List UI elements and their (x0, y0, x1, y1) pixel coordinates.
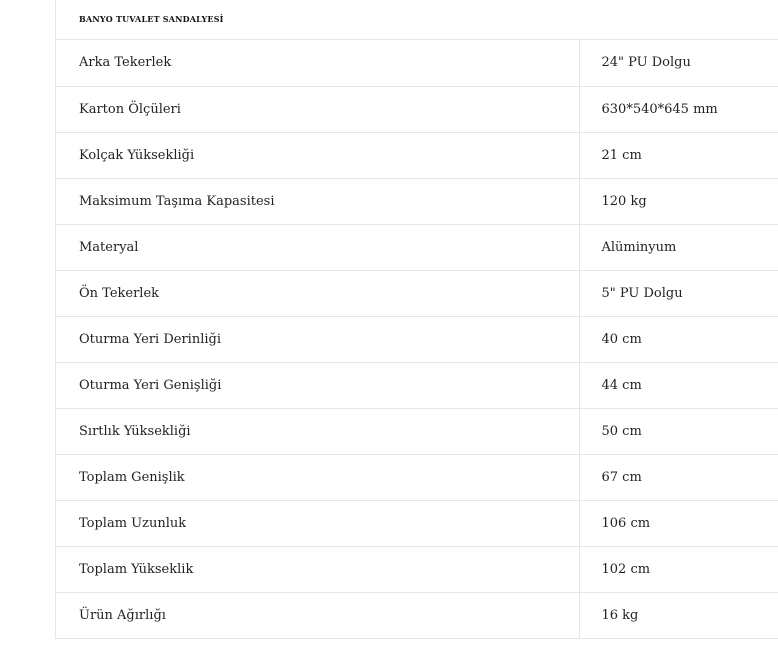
spec-key: Toplam Yükseklik (56, 546, 579, 592)
spec-value: 67 cm (579, 454, 778, 500)
spec-row (56, 132, 778, 178)
spec-key: Ürün Ağırlığı (56, 592, 579, 638)
spec-row (56, 362, 778, 408)
spec-value: 40 cm (579, 316, 778, 362)
spec-key: Sırtlık Yüksekliği (56, 408, 579, 454)
section-title: BANYO TUVALET SANDALYESİ (79, 13, 224, 24)
spec-key: Karton Ölçüleri (56, 86, 579, 132)
spec-row (56, 546, 778, 592)
spec-value: 44 cm (579, 362, 778, 408)
spec-row (56, 270, 778, 316)
spec-key: Maksimum Taşıma Kapasitesi (56, 178, 579, 224)
spec-value: 50 cm (579, 408, 778, 454)
specifications-header (56, 0, 778, 40)
spec-key: Toplam Uzunluk (56, 500, 579, 546)
spec-row (56, 592, 778, 638)
spec-value: 24" PU Dolgu (579, 40, 778, 86)
spec-row (56, 408, 778, 454)
spec-value: 21 cm (579, 132, 778, 178)
spec-value: Alüminyum (579, 224, 778, 270)
spec-row (56, 178, 778, 224)
spec-key: Oturma Yeri Genişliği (56, 362, 579, 408)
specifications-table-body (56, 40, 778, 638)
spec-value: 16 kg (579, 592, 778, 638)
spec-row (56, 40, 778, 86)
spec-value: 120 kg (579, 178, 778, 224)
spec-row (56, 454, 778, 500)
specifications-panel (55, 0, 778, 639)
spec-key: Materyal (56, 224, 579, 270)
spec-value: 102 cm (579, 546, 778, 592)
spec-row (56, 316, 778, 362)
spec-key: Oturma Yeri Derinliği (56, 316, 579, 362)
spec-key: Kolçak Yüksekliği (56, 132, 579, 178)
specifications-table (56, 40, 778, 639)
spec-row (56, 500, 778, 546)
spec-value: 630*540*645 mm (579, 86, 778, 132)
spec-key: Toplam Genişlik (56, 454, 579, 500)
spec-row (56, 224, 778, 270)
spec-row (56, 86, 778, 132)
spec-value: 106 cm (579, 500, 778, 546)
spec-key: Ön Tekerlek (56, 270, 579, 316)
spec-value: 5" PU Dolgu (579, 270, 778, 316)
spec-key: Arka Tekerlek (56, 40, 579, 86)
